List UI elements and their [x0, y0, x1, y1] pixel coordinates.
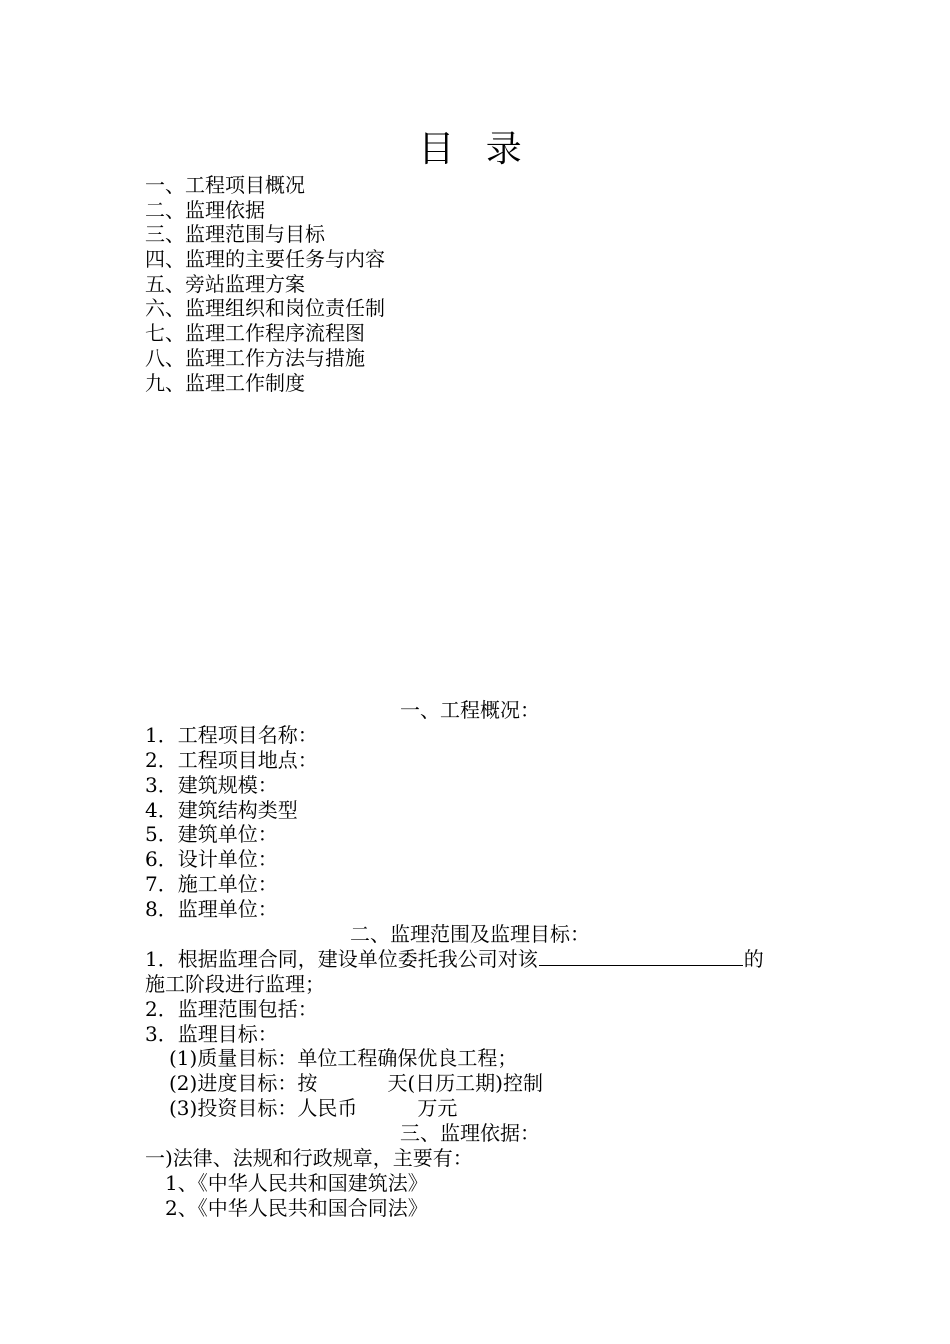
scope-paragraph-line: [145, 947, 845, 972]
toc-item: 八、监理工作方法与措施: [145, 345, 365, 370]
project-field: 4．建筑结构类型: [145, 797, 298, 822]
schedule-goal: [145, 1071, 845, 1096]
toc-item: 二、监理依据: [145, 197, 265, 222]
schedule-goal-prefix: (2)进度目标：按: [169, 1071, 318, 1096]
investment-goal-prefix: (3)投资目标：人民币: [169, 1096, 358, 1121]
scope-item: 2．监理范围包括：: [145, 996, 318, 1021]
investment-goal-suffix: 万元: [417, 1096, 458, 1121]
toc-item: 一、工程项目概况: [145, 173, 305, 197]
section-heading-project-overview: 一、工程概况：: [400, 698, 540, 722]
goals-item: 3．监理目标：: [145, 1021, 278, 1046]
project-field: 3．建筑规模：: [145, 772, 278, 797]
fill-in-blank-underline: [539, 947, 743, 966]
project-field: 1．工程项目名称：: [145, 722, 318, 747]
quality-goal: (1)质量目标：单位工程确保优良工程；: [169, 1046, 518, 1071]
toc-item: 三、监理范围与目标: [145, 222, 325, 247]
scope-paragraph-line: 施工阶段进行监理；: [145, 971, 325, 996]
project-field: 2．工程项目地点：: [145, 747, 318, 772]
law-item: 1、《中华人民共和国建筑法》: [165, 1170, 428, 1195]
toc-item: 五、旁站监理方案: [145, 271, 305, 296]
document-body: [145, 698, 845, 1221]
project-field: 6．设计单位：: [145, 847, 278, 872]
section-heading-scope-and-goals: 二、监理范围及监理目标：: [350, 922, 590, 947]
investment-goal: [145, 1096, 845, 1121]
scope-text-prefix: 1．根据监理合同，建设单位委托我公司对该: [145, 946, 538, 971]
toc-item: 七、监理工作程序流程图: [145, 321, 365, 346]
table-of-contents: [145, 173, 385, 395]
schedule-goal-suffix: 天(日历工期)控制: [387, 1071, 543, 1096]
toc-item: 六、监理组织和岗位责任制: [145, 296, 385, 321]
toc-item: 九、监理工作制度: [145, 370, 305, 395]
project-field: 8．监理单位：: [145, 897, 278, 922]
toc-item: 四、监理的主要任务与内容: [145, 247, 385, 272]
project-field: 5．建筑单位：: [145, 822, 278, 847]
project-field: 7．施工单位：: [145, 872, 278, 897]
toc-title: 目 录: [418, 129, 532, 170]
section-heading-basis: 三、监理依据：: [400, 1121, 540, 1146]
law-item: 2、《中华人民共和国合同法》: [165, 1195, 428, 1220]
scope-text-suffix: 的: [743, 946, 764, 971]
basis-subheading: 一)法律、法规和行政规章，主要有：: [145, 1146, 473, 1171]
